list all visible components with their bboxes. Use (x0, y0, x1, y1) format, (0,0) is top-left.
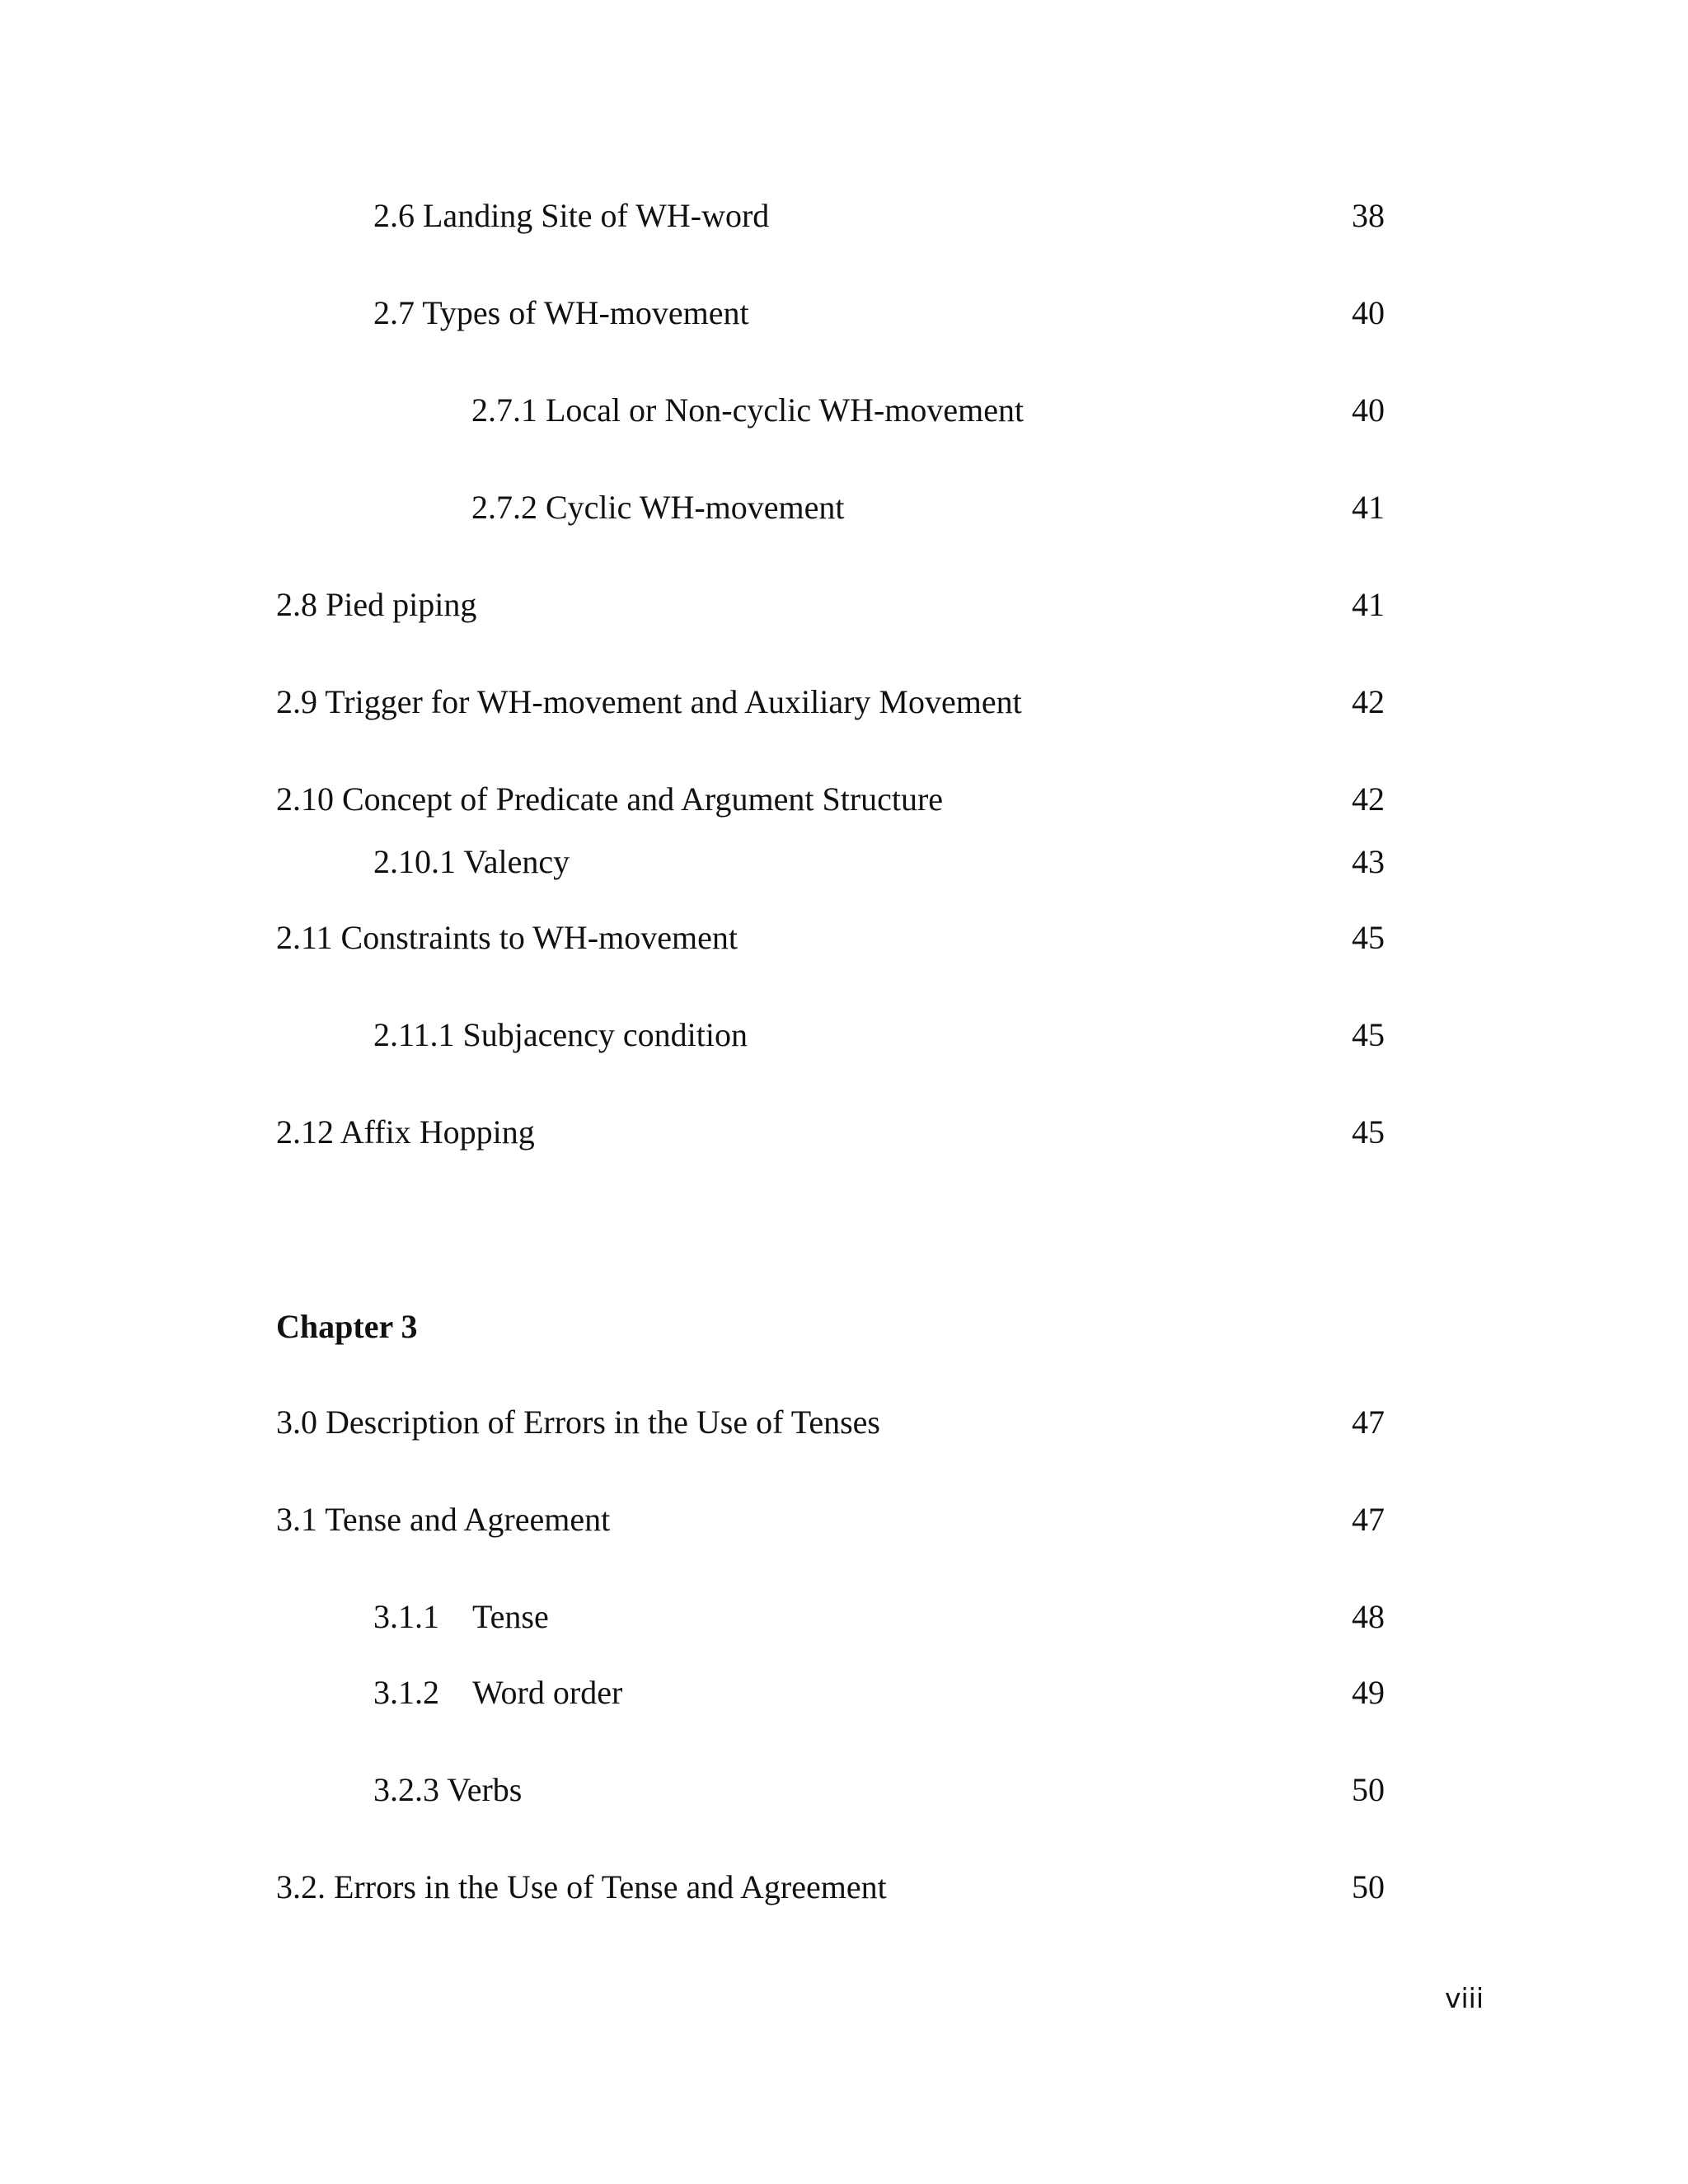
toc-entry (0, 1010, 1688, 1060)
toc-entry-page: 47 (1352, 1404, 1385, 1441)
toc-entry-page: 50 (1352, 1771, 1385, 1808)
toc-entry (0, 386, 1688, 435)
toc-entry-title: 2.8 Pied piping (276, 586, 477, 623)
toc-entry-title: 3.1 Tense and Agreement (276, 1501, 611, 1538)
toc-entry-title: 3.2.3 Verbs (373, 1771, 523, 1808)
toc-entry-number: 3.1.2 (373, 1674, 439, 1711)
toc-entry (0, 1765, 1688, 1815)
toc-entry-title: 2.7 Types of WH-movement (373, 294, 749, 331)
toc-entry (0, 1592, 1688, 1642)
toc-entry-page: 50 (1352, 1868, 1385, 1905)
toc-entry (0, 1108, 1688, 1157)
toc-entry-title: 2.10.1 Valency (373, 843, 570, 880)
toc-entry (0, 191, 1688, 241)
toc-entry-page: 42 (1352, 780, 1385, 818)
toc-entry-title: 3.2. Errors in the Use of Tense and Agreement (276, 1868, 887, 1905)
toc-entry-title: 2.6 Landing Site of WH-word (373, 197, 770, 234)
toc-entry-title: 3.0 Description of Errors in the Use of Tenses (276, 1404, 880, 1441)
toc-entry-page: 47 (1352, 1501, 1385, 1538)
toc-entry-title: 2.11.1 Subjacency condition (373, 1016, 748, 1053)
toc-entry-title: 2.11 Constraints to WH-movement (276, 919, 738, 956)
toc-entry-page: 45 (1352, 919, 1385, 956)
toc-entry (0, 580, 1688, 630)
toc-entry (0, 837, 1688, 887)
toc-entry (0, 913, 1688, 963)
toc-entry-page: 40 (1352, 391, 1385, 429)
toc-entry (0, 483, 1688, 532)
toc-entry-page: 41 (1352, 586, 1385, 623)
toc-entry-page: 41 (1352, 489, 1385, 526)
toc-entry-title (373, 1668, 622, 1718)
toc-entry-page: 45 (1352, 1016, 1385, 1053)
toc-entry (0, 775, 1688, 824)
toc-entry-page: 40 (1352, 294, 1385, 331)
chapter-heading: Chapter 3 (276, 1308, 418, 1345)
toc-entry-title: 2.7.2 Cyclic WH-movement (471, 489, 845, 526)
toc-entry-title: 2.7.1 Local or Non-cyclic WH-movement (471, 391, 1025, 429)
toc-entry-page: 43 (1352, 843, 1385, 880)
toc-entry (0, 288, 1688, 338)
toc-entry (0, 1398, 1688, 1447)
toc-entry (0, 677, 1688, 727)
toc-entry-page: 42 (1352, 683, 1385, 720)
toc-entry-text: Word order (472, 1674, 623, 1711)
page-number: viii (1444, 1982, 1484, 2014)
toc-entry-text: Tense (472, 1598, 549, 1635)
toc-entry-page: 45 (1352, 1113, 1385, 1151)
toc-entry-page: 38 (1352, 197, 1385, 234)
toc-entry-page: 49 (1352, 1674, 1385, 1711)
toc-entry (0, 1668, 1688, 1718)
toc-entry-number: 3.1.1 (373, 1598, 439, 1635)
toc-entry-page: 48 (1352, 1598, 1385, 1635)
toc-entry-title: 2.10 Concept of Predicate and Argument Structure (276, 780, 944, 818)
toc-entry (0, 1863, 1688, 1912)
toc-entry-title: 2.12 Affix Hopping (276, 1113, 535, 1151)
toc-entry (0, 1495, 1688, 1544)
toc-entry-title: 2.9 Trigger for WH-movement and Auxiliary Movement (276, 683, 1022, 720)
toc-entry-title (373, 1592, 549, 1642)
